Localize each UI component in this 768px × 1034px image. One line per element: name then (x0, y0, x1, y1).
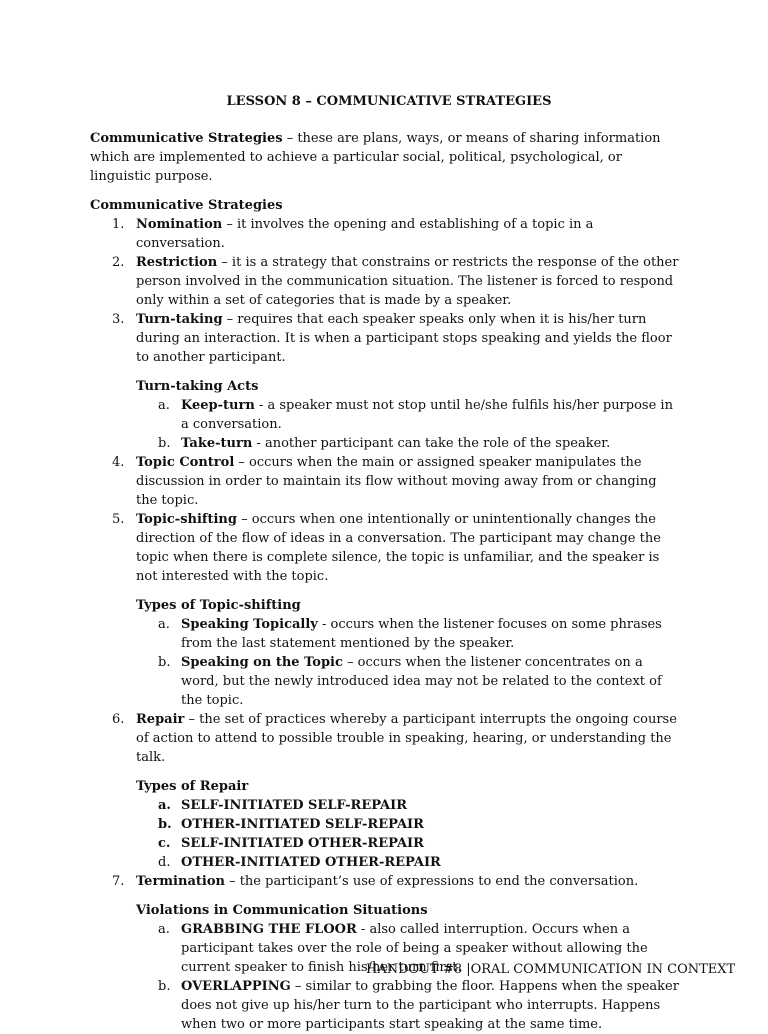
sub-item-speaking-on-topic (90, 653, 680, 710)
list-item-restriction (90, 253, 680, 310)
list-marker: b. (158, 817, 172, 832)
item-term: Repair (136, 712, 185, 727)
list-marker: a. (158, 798, 171, 813)
item-text: – it involves the opening and establishing of a topic in a conversation. (136, 217, 594, 251)
list-marker: a. (158, 398, 170, 413)
topic-shifting-types-heading: Types of Topic-shifting (136, 598, 301, 613)
list-item-termination (90, 872, 680, 891)
list-marker: b. (158, 979, 171, 994)
document-page (90, 92, 680, 1034)
list-marker: 1. (112, 217, 125, 232)
handout-footer: HANDOUT #8 |ORAL COMMUNICATION IN CONTEXT (366, 962, 736, 977)
list-marker: 3. (112, 312, 125, 327)
sub-item-take-turn (90, 434, 680, 453)
item-text: - occurs when the listener focuses on some phrases from the last statement mentioned by the speaker. (181, 617, 662, 651)
list-marker: 5. (112, 512, 125, 527)
item-term: Termination (136, 874, 225, 889)
item-term: Take-turn (181, 436, 253, 451)
intro-definition: – these are plans, ways, or means of sharing information which are implemented to achieve a particular social, political, psychological, or linguistic purpose. (90, 131, 661, 184)
repair-type-a (90, 796, 680, 815)
list-marker: a. (158, 922, 170, 937)
item-text: – similar to grabbing the floor. Happens when the speaker does not give up his/her turn to the participant who interrupts. Happens when two or more participants start speaking at the same time. (181, 979, 679, 1032)
item-term: Speaking on the Topic (181, 655, 343, 670)
item-term: Nomination (136, 217, 223, 232)
item-term: Topic-shifting (136, 512, 237, 527)
list-item-topic-shifting (90, 510, 680, 586)
item-text: SELF-INITIATED SELF-REPAIR (181, 798, 408, 813)
item-term: Keep-turn (181, 398, 255, 413)
item-term: GRABBING THE FLOOR (181, 922, 357, 937)
list-marker: 6. (112, 712, 125, 727)
list-item-turn-taking (90, 310, 680, 367)
sub-item-keep-turn (90, 396, 680, 434)
item-text: – occurs when the listener concentrates on a word, but the newly introduced idea may not be related to the context of the topic. (181, 655, 662, 708)
list-marker: 2. (112, 255, 125, 270)
item-text: – the participant’s use of expressions to end the conversation. (224, 874, 639, 889)
violations-heading: Violations in Communication Situations (136, 903, 428, 918)
repair-type-d (90, 853, 680, 872)
intro-term: Communicative Strategies (90, 131, 283, 146)
list-marker: b. (158, 655, 171, 670)
item-text: – requires that each speaker speaks only when it is his/her turn during an interaction. It is when a participant stops speaking and yields the floor to another participant. (136, 312, 672, 365)
list-marker: 7. (112, 874, 125, 889)
item-term: Topic Control (136, 455, 235, 470)
item-term: OVERLAPPING (181, 979, 291, 994)
list-item-nomination (90, 215, 680, 253)
item-term: Speaking Topically (181, 617, 318, 632)
item-text: – occurs when the main or assigned speaker manipulates the discussion in order to maintain its flow without moving away from or changing the topic. (136, 455, 657, 508)
list-item-topic-control (90, 453, 680, 510)
list-marker: a. (158, 617, 170, 632)
item-text: - also called interruption. Occurs when a participant takes over the role of being a speaker without allowing the current speaker to finish his/her turn first. (181, 922, 648, 975)
repair-types-heading: Types of Repair (136, 779, 249, 794)
list-marker: d. (158, 855, 171, 870)
item-text: SELF-INITIATED OTHER-REPAIR (181, 836, 424, 851)
list-marker: c. (158, 836, 171, 851)
item-term: Turn-taking (136, 312, 223, 327)
lesson-title: LESSON 8 – COMMUNICATIVE STRATEGIES (226, 94, 552, 109)
item-text: OTHER-INITIATED OTHER-REPAIR (181, 855, 441, 870)
item-text: – the set of practices whereby a participant interrupts the ongoing course of action to attend to possible trouble in speaking, hearing, or understanding the talk. (136, 712, 677, 765)
list-item-repair (90, 710, 680, 767)
intro-paragraph (90, 129, 680, 186)
item-text: – occurs when one intentionally or unintentionally changes the direction of the flow of ideas in a conversation. The participant may change the topic when there is complete silence, the topic is unfamiliar, and the speaker is not interested with the topic. (136, 512, 661, 584)
list-marker: 4. (112, 455, 125, 470)
item-text: OTHER-INITIATED SELF-REPAIR (181, 817, 424, 832)
turn-taking-acts-heading: Turn-taking Acts (136, 379, 259, 394)
item-text: – it is a strategy that constrains or restricts the response of the other person involved in the communication situation. The listener is forced to respond only within a set of categories that is made by a speaker. (136, 255, 679, 308)
repair-type-b (90, 815, 680, 834)
item-term: Restriction (136, 255, 218, 270)
sub-item-speaking-topically (90, 615, 680, 653)
section-heading: Communicative Strategies (90, 198, 283, 213)
repair-type-c (90, 834, 680, 853)
item-text: - another participant can take the role of the speaker. (252, 436, 611, 451)
list-marker: b. (158, 436, 171, 451)
item-text: - a speaker must not stop until he/she fulfils his/her purpose in a conversation. (181, 398, 673, 432)
violation-overlapping (90, 977, 680, 1034)
